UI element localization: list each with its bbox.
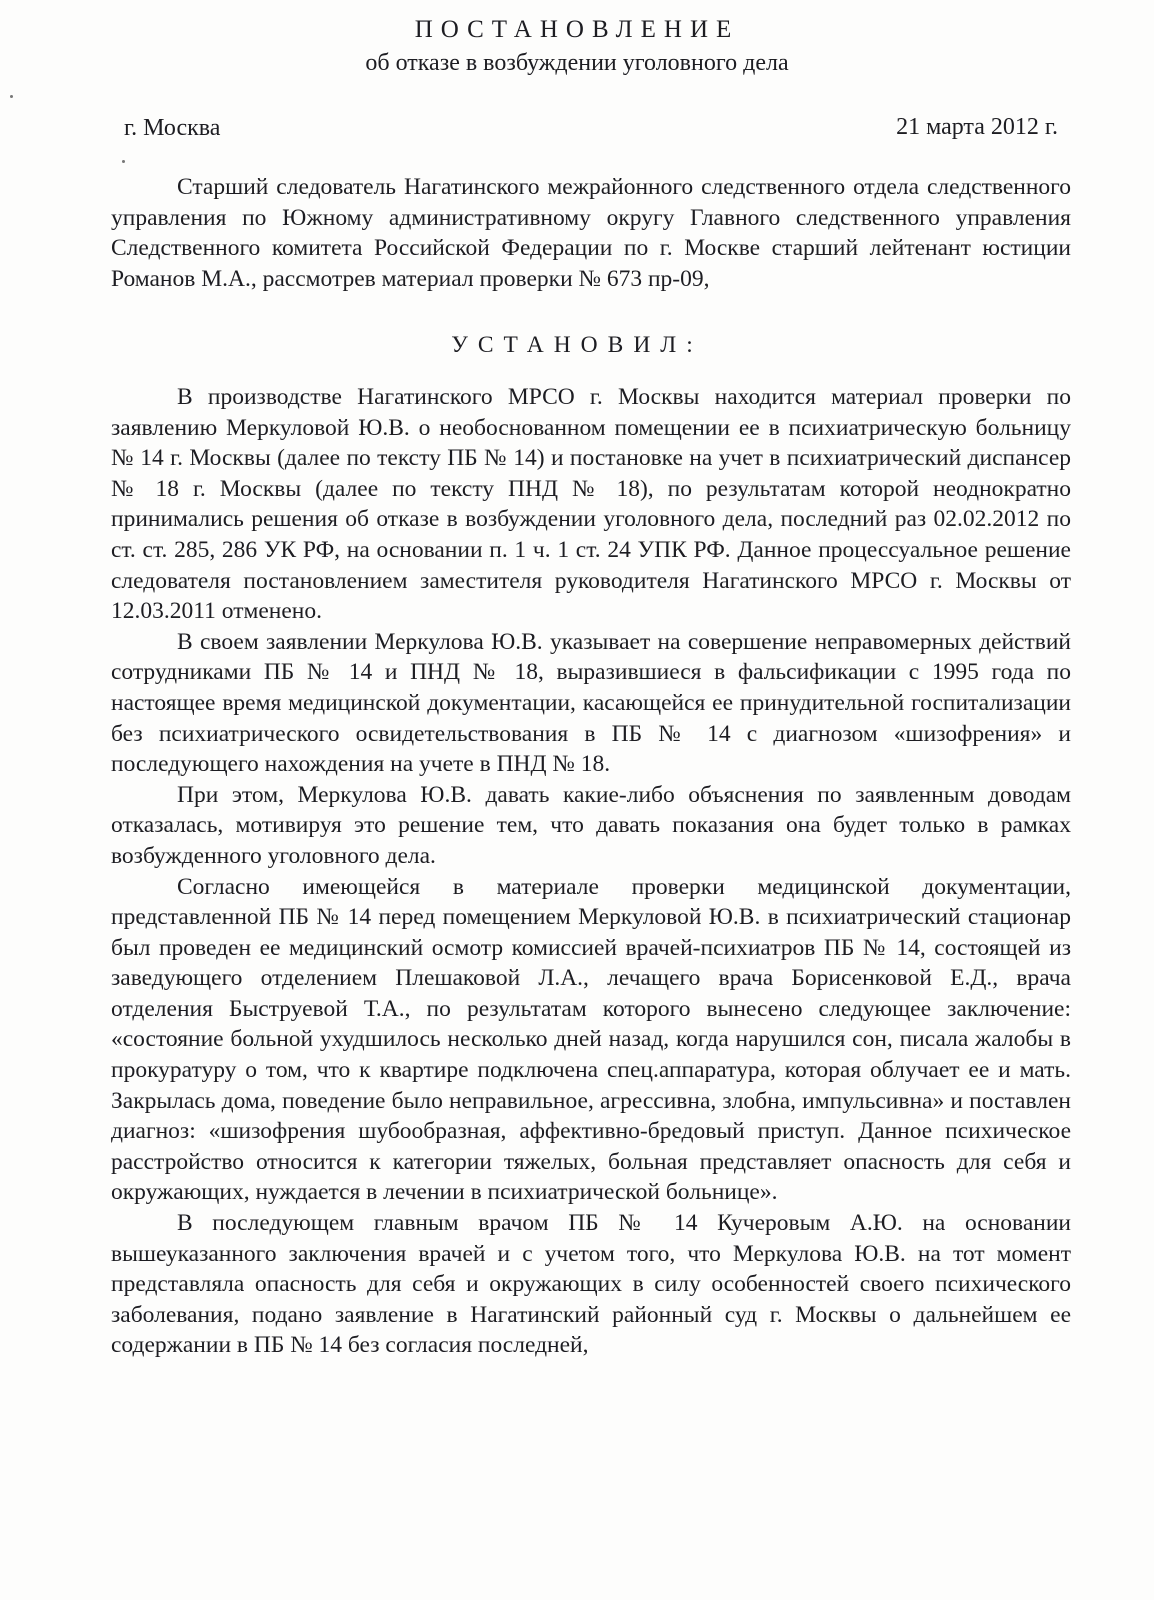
intro-paragraph: Старший следователь Нагатинского межрайонного следственного отдела следственного управления по Южному административному округу Главного следственного управления Следственного комитета Российской Федерации по г. Москве старший лейтенант юстиции Романов М.А., рассмотрев материал проверки № 673 пр-09, [111,174,1071,292]
document-title: ПОСТАНОВЛЕНИЕ [414,16,740,43]
body-paragraph: В своем заявлении Меркулова Ю.В. указывает на совершение неправомерных действий сотрудниками ПБ № 14 и ПНД № 18, выразившиеся в фальсификации с 1995 года по настоящее время медицинской документации, касающейся ее принудительной госпитализации без психиатрического освидетельствования в ПБ № 14 с диагнозом «шизофрения» и последующего нахождения на учете в ПНД № 18. [111,628,1071,778]
body-paragraph: Согласно имеющейся в материале проверки медицинской документации, представленной ПБ № 14 перед помещением Меркуловой Ю.В. в психиатрический стационар был проведен ее медицинский осмотр комиссией врачей-психиатров ПБ № 14, состоящей из заведующего отделением Плешаковой Л.А., лечащего врача Борисенковой Е.Д., врача отделения Быструевой Т.А., по результатам которого вынесено следующее заключение: «состояние больной ухудшилось несколько дней назад, когда нарушился сон, писала жалобы в прокуратуру о том, что к квартире подключена спец.аппаратура, которая облучает ее и мать. Закрылась дома, поведение было неправильное, агрессивна, злобна, импульсивна» и поставлен диагноз: «шизофрения шубообразная, аффективно-бредовый приступ. Данное психическое расстройство относится к категории тяжелых, больная представляет опасность для себя и окружающих, нуждается в лечении в психиатрической больнице». [111,873,1071,1206]
body-paragraph: В производстве Нагатинского МРСО г. Москвы находится материал проверки по заявлению Меркуловой Ю.В. о необоснованном помещении ее в психиатрическую больницу № 14 г. Москвы (далее по тексту ПБ № 14) и постановке на учет в психиатрический диспансер № 18 г. Москвы (далее по тексту ПНД № 18), по результатам которой неоднократно принимались решения об отказе в возбуждении уголовного дела, последний раз 02.02.2012 по ст. ст. 285, 286 УК РФ, на основании п. 1 ч. 1 ст. 24 УПК РФ. Данное процессуальное решение следователя постановлением заместителя руководителя Нагатинского МРСО г. Москвы от 12.03.2011 отменено. [111,384,1071,625]
document-subtitle: об отказе в возбуждении уголовного дела [365,50,789,76]
document-place: г. Москва [124,115,221,141]
body-block [111,382,1071,1361]
body-paragraph: При этом, Меркулова Ю.В. давать какие-либо объяснения по заявленным доводам отказалась, мотивируя это решение тем, что давать показания она будет только в рамках возбужденного уголовного дела. [111,781,1071,869]
scan-speck [10,95,13,98]
document-date: 21 марта 2012 г. [896,114,1058,140]
body-paragraph: В последующем главным врачом ПБ № 14 Кучеровым А.Ю. на основании вышеуказанного заключения врачей и с учетом того, что Меркулова Ю.В. на тот момент представляла опасность для себя и окружающих в силу особенностей своего психического заболевания, подано заявление в Нагатинский районный суд г. Москвы о дальнейшем ее содержании в ПБ № 14 без согласия последней, [111,1210,1071,1359]
intro-block [111,172,1071,294]
scan-speck [122,160,125,163]
section-heading: УСТАНОВИЛ: [451,332,703,358]
